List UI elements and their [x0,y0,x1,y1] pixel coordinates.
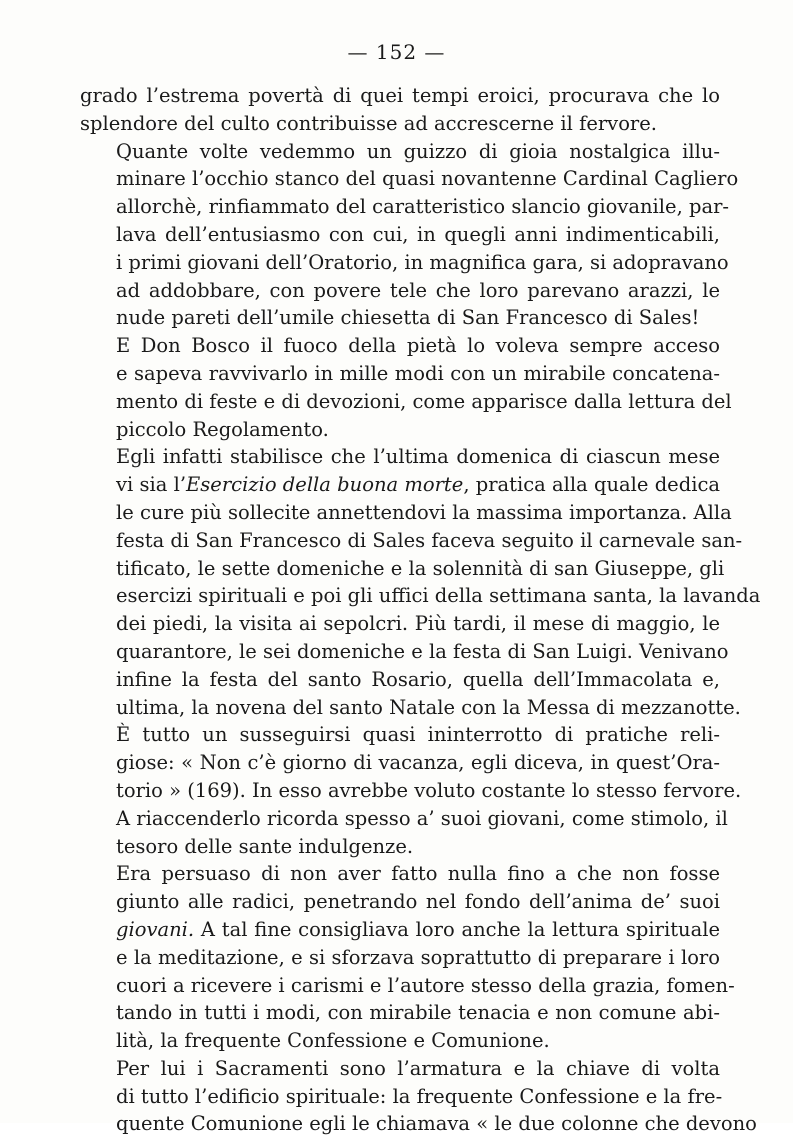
text-line: quente Comunione egli le chiamava « le due colonne che devono [116,1112,757,1136]
text-line: giovani. A tal fine consigliava loro anche la lettura spirituale [116,917,720,941]
text-line: cuori a ricevere i carismi e l’autore stesso della grazia, fomen- [116,973,735,997]
text-line: grado l’estrema povertà di quei tempi eroici, procurava che lo [80,84,720,107]
text-line: ad addobbare, con povere tele che loro parevano arazzi, le [116,278,720,302]
text-line: minare l’occhio stanco del quasi novantenne Cardinal Cagliero [116,167,739,191]
text-line: lità, la frequente Confessione e Comunione. [116,1029,550,1053]
paragraph [80,82,720,138]
text-line: torio » (169). In esso avrebbe voluto costante lo stesso fervore. [116,778,742,802]
text-line: vi sia l’Esercizio della buona morte, pratica alla quale dedica [116,473,720,497]
paragraph [80,721,742,860]
text-line: giunto alle radici, penetrando nel fondo dell’anima de’ suoi [116,890,720,914]
text-line: nude pareti dell’umile chiesetta di San Francesco di Sales! [116,306,700,330]
text-line: festa di San Francesco di Sales faceva seguito il carnevale san- [116,528,743,552]
text-line: e la meditazione, e si sforzava soprattutto di preparare i loro [116,945,720,969]
paragraph [80,138,739,333]
text-line: piccolo Regolamento. [116,417,329,441]
text-line: ultima, la novena del santo Natale con la Messa di mezzanotte. [116,695,741,719]
body-text [80,82,761,1138]
text-line: dei piedi, la visita ai sepolcri. Più tardi, il mese di maggio, le [116,612,720,636]
text-line: di tutto l’edificio spirituale: la frequente Confessione e la fre- [116,1084,723,1108]
text-line: splendore del culto contribuisse ad accrescerne il fervore. [80,111,657,135]
text-line: Quante volte vedemmo un guizzo di gioia nostalgica illu- [116,139,720,163]
text-line: infine la festa del santo Rosario, quella dell’Immacolata e, [116,667,720,691]
page-number: — 152 — [347,40,446,64]
text-line: A riaccenderlo ricorda spesso a’ suoi giovani, come stimolo, il [116,806,728,830]
text-line: Era persuaso di non aver fatto nulla fino a che non fosse [116,862,720,886]
paragraph [80,860,735,1055]
text-line: tificato, le sette domeniche e la solennità di san Giuseppe, gli [116,556,725,580]
text-line: lava dell’entusiasmo con cui, in quegli anni indimenticabili, [116,222,720,246]
text-line: allorchè, rinfiammato del caratteristico slancio giovanile, par- [116,195,729,219]
text-line: e sapeva ravvivarlo in mille modi con un mirabile concatena- [116,361,720,385]
text-line: tesoro delle sante indulgenze. [116,834,414,858]
text-line: È tutto un susseguirsi quasi ininterrotto di pratiche reli- [116,723,720,747]
text-line: le cure più sollecite annettendovi la massima importanza. Alla [116,500,732,524]
text-line: Per lui i Sacramenti sono l’armatura e la chiave di volta [116,1056,720,1080]
text-line: quarantore, le sei domeniche e la festa di San Luigi. Venivano [116,639,729,663]
text-line: giose: « Non c’è giorno di vacanza, egli diceva, in quest’Ora- [116,751,720,775]
paragraph [80,1055,757,1138]
paragraph [80,332,732,443]
text-line: esercizi spirituali e poi gli uffici della settimana santa, la lavanda [116,584,761,608]
text-line: i primi giovani dell’Oratorio, in magnifica gara, si adopravano [116,250,729,274]
text-line: Egli infatti stabilisce che l’ultima domenica di ciascun mese [116,445,720,469]
text-line: tando in tutti i modi, con mirabile tenacia e non comune abi- [116,1001,720,1025]
text-line: E Don Bosco il fuoco della pietà lo voleva sempre acceso [116,334,720,358]
text-line: mento di feste e di devozioni, come apparisce dalla lettura del [116,389,732,413]
paragraph [80,443,761,721]
